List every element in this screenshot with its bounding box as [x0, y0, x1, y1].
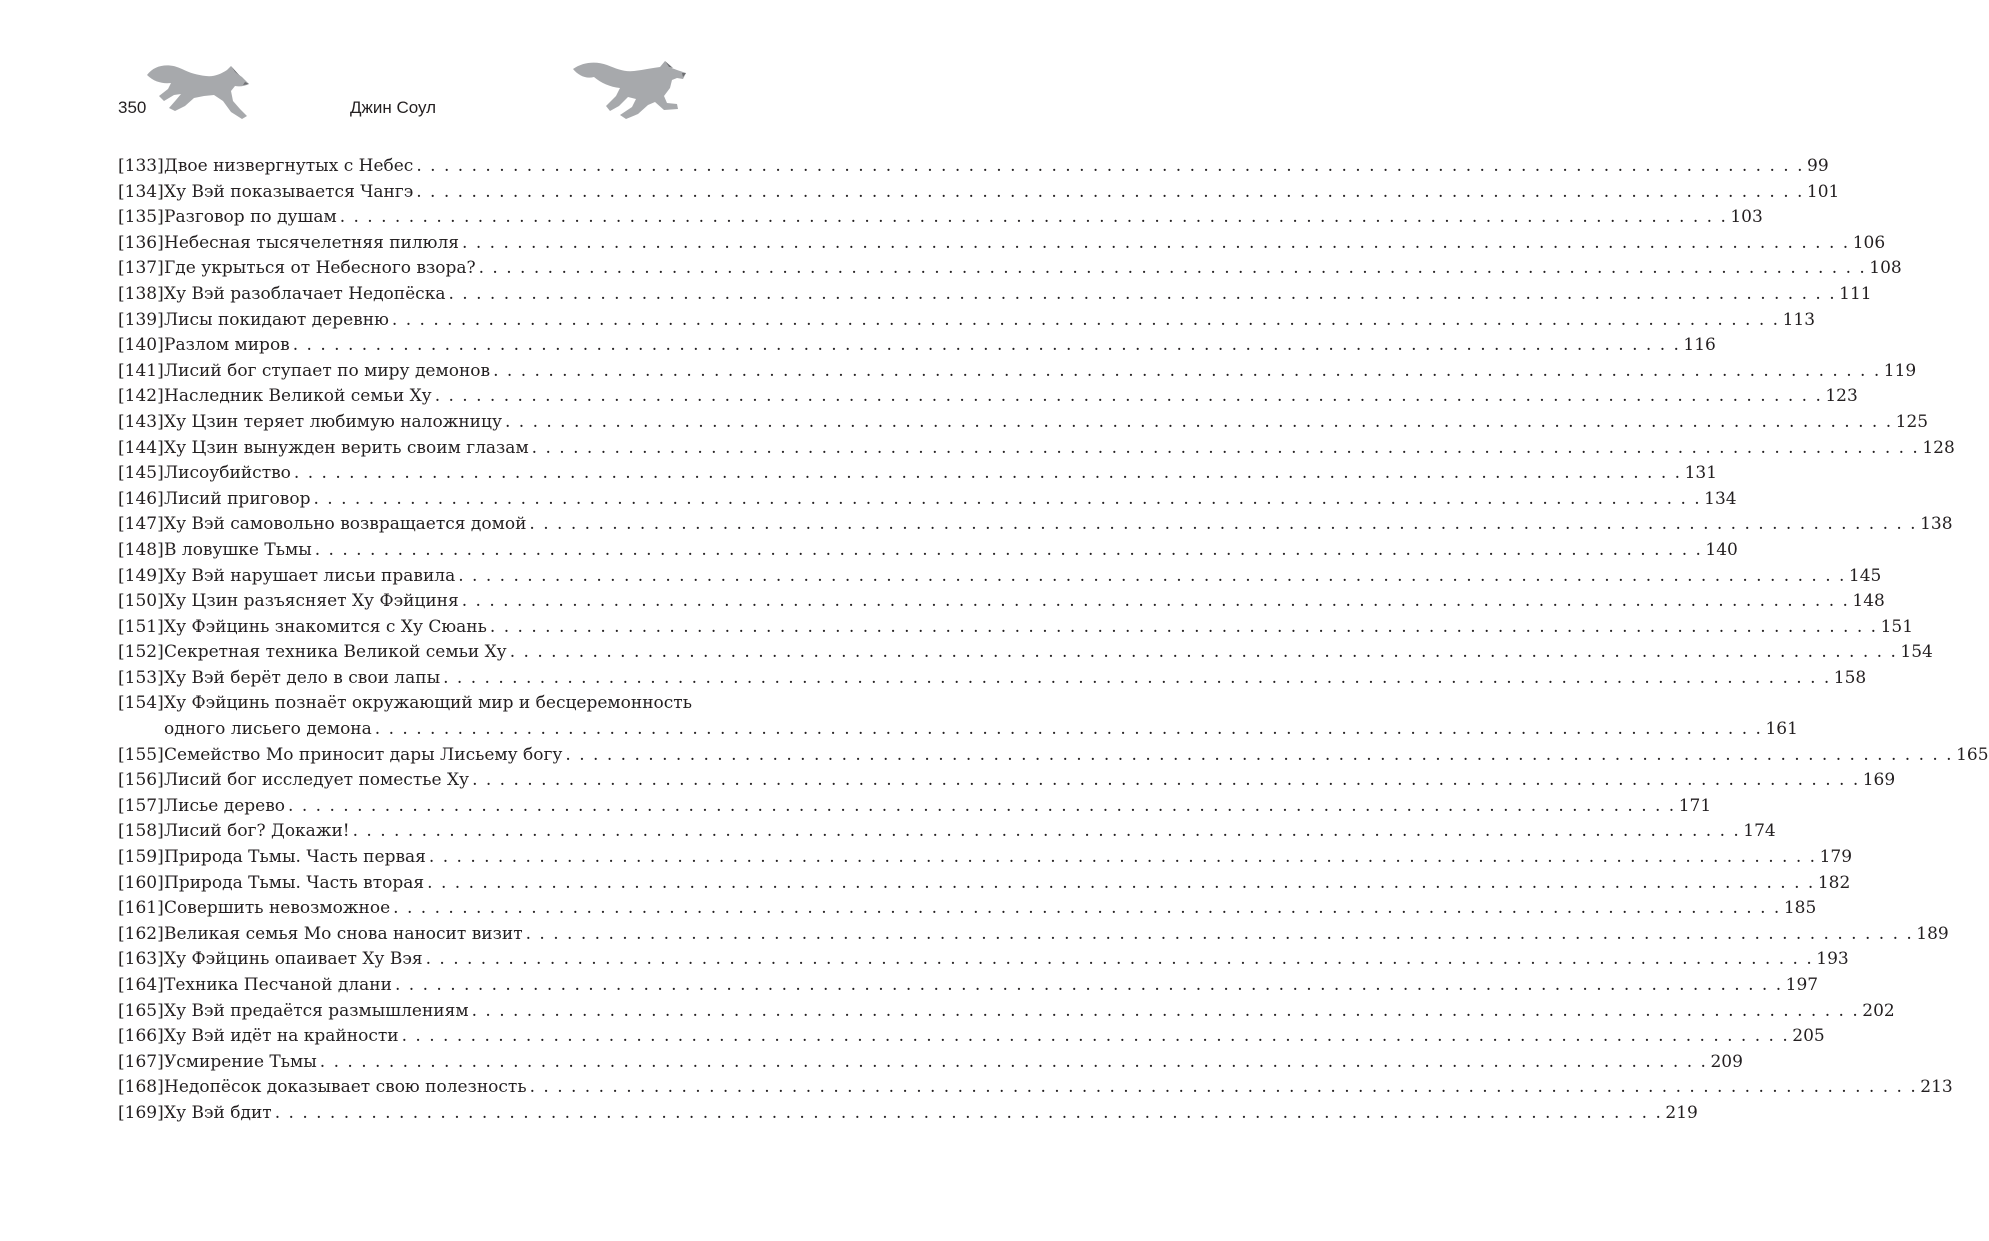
chapter-page: 138: [1920, 514, 1953, 535]
chapter-title: Семейство Мо приносит дары Лисьему богу: [164, 744, 563, 765]
chapter-title: Разговор по душам: [164, 207, 337, 228]
toc-entry[interactable]: [118, 845, 1853, 871]
chapter-title: Небесная тысячелетняя пилюля: [164, 232, 460, 253]
chapter-number: [140]: [118, 335, 164, 356]
chapter-title: Двое низвергнутых с Небес: [164, 156, 414, 176]
chapter-page: 128: [1922, 437, 1955, 458]
chapter-page: 171: [1678, 795, 1712, 816]
chapter-page: 108: [1869, 258, 1902, 279]
dot-leader: [472, 999, 1860, 1025]
chapter-number: [160]: [118, 872, 164, 893]
chapter-page: 202: [1862, 1000, 1895, 1021]
toc-entry[interactable]: [118, 308, 1816, 334]
chapter-number: [162]: [118, 923, 164, 944]
dot-leader: [472, 768, 1860, 794]
chapter-title: Ху Цзин вынужден верить своим глазам: [164, 437, 529, 458]
chapter-page: 140: [1705, 539, 1738, 560]
chapter-title: Секретная техника Великой семьи Ху: [164, 642, 507, 663]
fox-icon: [572, 57, 690, 122]
chapter-title: Природа Тьмы. Часть первая: [164, 847, 426, 868]
chapter-number: [151]: [118, 616, 164, 637]
toc-entry[interactable]: [118, 615, 1914, 641]
dot-leader: [490, 615, 1878, 641]
chapter-number: [166]: [118, 1026, 164, 1047]
chapter-number: [163]: [118, 949, 164, 970]
toc-entry[interactable]: [118, 999, 1895, 1025]
toc-entry[interactable]: [118, 589, 1885, 615]
chapter-page: 169: [1862, 770, 1896, 791]
chapter-page: 219: [1665, 1102, 1698, 1123]
toc-entry[interactable]: [118, 819, 1776, 845]
chapter-page: 131: [1684, 463, 1718, 484]
chapter-number: [133]: [118, 156, 164, 176]
chapter-title: Где укрыться от Небесного взора?: [164, 258, 476, 279]
dot-leader: [462, 231, 1850, 257]
toc-entry[interactable]: [118, 1075, 1953, 1101]
chapter-page: 213: [1920, 1077, 1953, 1098]
chapter-page: 101: [1806, 181, 1840, 202]
chapter-number: [136]: [118, 232, 164, 253]
chapter-page: 151: [1880, 616, 1914, 637]
dot-leader: [493, 359, 1881, 385]
chapter-title: Лисий бог ступает по миру демонов: [164, 360, 491, 381]
toc-entry[interactable]: [118, 768, 1896, 794]
chapter-title: Разлом миров: [164, 335, 290, 356]
chapter-page: 99: [1807, 156, 1829, 176]
chapter-page: 179: [1819, 847, 1853, 868]
toc-entry[interactable]: [118, 922, 1949, 948]
dot-leader: [416, 180, 1804, 206]
dot-leader: [294, 461, 1682, 487]
toc-entry[interactable]: [118, 564, 1882, 590]
toc-entry[interactable]: [118, 640, 1933, 666]
toc-entry[interactable]: [118, 743, 1989, 769]
chapter-number: [158]: [118, 821, 164, 842]
chapter-page: 189: [1916, 923, 1949, 944]
chapter-title: Ху Фэйцинь знакомится с Ху Сюань: [164, 616, 487, 637]
dot-leader: [427, 871, 1815, 897]
dot-leader: [443, 666, 1831, 692]
chapter-page: 148: [1852, 591, 1885, 612]
dot-leader: [429, 845, 1817, 871]
dot-leader: [505, 410, 1893, 436]
chapter-page: 197: [1785, 975, 1819, 995]
dot-leader: [526, 922, 1914, 948]
chapter-page: 193: [1816, 949, 1849, 970]
chapter-page: 123: [1825, 386, 1858, 407]
dot-leader: [402, 1024, 1790, 1050]
chapter-number: [147]: [118, 514, 164, 535]
dot-leader: [416, 154, 1804, 180]
running-head: Джин Соул: [350, 98, 437, 117]
chapter-number: [153]: [118, 667, 164, 688]
chapter-title: Природа Тьмы. Часть вторая: [164, 872, 425, 893]
dot-leader: [462, 589, 1850, 615]
chapter-number: [143]: [118, 411, 164, 432]
chapter-title: Лисье дерево: [164, 795, 286, 816]
chapter-title: Ху Цзин теряет любимую наложницу: [164, 411, 502, 432]
toc-entry[interactable]: [118, 1050, 1743, 1076]
chapter-title: Недопёсок доказывает свою полезность: [164, 1077, 527, 1098]
chapter-number: [141]: [118, 360, 164, 381]
dot-leader: [275, 1101, 1663, 1127]
chapter-page: 125: [1895, 411, 1929, 432]
chapter-title: В ловушке Тьмы: [164, 539, 312, 560]
dot-leader: [340, 205, 1728, 231]
toc-entry[interactable]: [118, 205, 1763, 231]
chapter-title: Великая семья Мо снова наносит визит: [164, 923, 523, 944]
chapter-number: [135]: [118, 207, 164, 228]
page-number: 350: [118, 98, 147, 117]
chapter-page: 119: [1883, 360, 1917, 381]
dot-leader: [448, 282, 1836, 308]
chapter-number: [146]: [118, 488, 164, 509]
chapter-title: Ху Вэй бдит: [164, 1102, 272, 1123]
dot-leader: [510, 640, 1898, 666]
chapter-page: 103: [1730, 207, 1763, 228]
dot-leader: [395, 973, 1783, 999]
chapter-number: [167]: [118, 1051, 164, 1072]
chapter-title: Ху Вэй нарушает лисьи правила: [164, 565, 456, 586]
page-header: [0, 0, 768, 140]
dot-leader: [426, 947, 1814, 973]
toc-entry[interactable]: [118, 538, 1738, 564]
chapter-title: Лисы покидают деревню: [164, 309, 389, 330]
toc-entry[interactable]: [118, 333, 1716, 359]
chapter-number: [154]: [118, 693, 164, 714]
chapter-number: [145]: [118, 463, 164, 484]
chapter-number: [156]: [118, 770, 164, 791]
toc-entry[interactable]: [118, 512, 1953, 538]
toc-entry[interactable]: [118, 282, 1872, 308]
dot-leader: [375, 717, 1763, 743]
chapter-title: Техника Песчаной длани: [164, 975, 392, 995]
chapter-number: [138]: [118, 283, 164, 304]
chapter-title: Ху Вэй берёт дело в свои лапы: [164, 667, 441, 688]
chapter-page: 154: [1900, 642, 1933, 663]
chapter-number: [134]: [118, 181, 164, 202]
toc-entry[interactable]: [118, 487, 1737, 513]
chapter-page: 113: [1782, 309, 1816, 330]
toc-entry[interactable]: [118, 1101, 1698, 1127]
chapter-title-continuation: одного лисьего демона: [164, 719, 372, 740]
chapter-title: Лисий бог исследует поместье Ху: [164, 770, 470, 791]
chapter-number: [137]: [118, 258, 164, 279]
toc-entry[interactable]: [118, 947, 1849, 973]
dot-leader: [315, 538, 1703, 564]
chapter-number: [149]: [118, 565, 164, 586]
chapter-page: 145: [1848, 565, 1882, 586]
chapter-number: [168]: [118, 1077, 164, 1098]
chapter-number: [165]: [118, 1000, 164, 1021]
chapter-title: Ху Вэй идёт на крайности: [164, 1026, 399, 1047]
toc-entry[interactable]: [118, 180, 1840, 206]
toc-entry[interactable]: [118, 410, 1929, 436]
chapter-page: 158: [1833, 667, 1867, 688]
chapter-number: [157]: [118, 795, 164, 816]
chapter-title: Лисоубийство: [164, 463, 291, 484]
toc-entry[interactable]: [118, 691, 1798, 742]
chapter-title: Совершить невозможное: [164, 898, 391, 919]
chapter-number: [161]: [118, 898, 164, 919]
toc-entry[interactable]: [118, 794, 1712, 820]
toc-entry[interactable]: [118, 359, 1917, 385]
chapter-number: [169]: [118, 1102, 164, 1123]
chapter-page: 209: [1710, 1051, 1743, 1072]
chapter-title: Ху Вэй самовольно возвращается домой: [164, 514, 527, 535]
chapter-page: 106: [1852, 232, 1886, 253]
chapter-title: Ху Вэй разоблачает Недопёска: [164, 283, 446, 304]
chapter-page: 182: [1817, 872, 1851, 893]
chapter-number: [159]: [118, 847, 164, 868]
chapter-title: Ху Фэйцинь познаёт окружающий мир и бесцеремонность: [164, 693, 692, 714]
chapter-title: Ху Вэй показывается Чангэ: [164, 181, 414, 202]
chapter-number: [164]: [118, 975, 164, 995]
dot-leader: [393, 896, 1781, 922]
toc-entry[interactable]: [118, 256, 1902, 282]
dot-leader: [293, 333, 1681, 359]
chapter-title: Наследник Великой семьи Ху: [164, 386, 432, 407]
dot-leader: [565, 743, 1953, 769]
toc-entry[interactable]: [118, 871, 1851, 897]
dot-leader: [320, 1050, 1708, 1076]
toc-entry[interactable]: [118, 973, 1819, 999]
dot-leader: [532, 436, 1920, 462]
chapter-number: [148]: [118, 539, 164, 560]
dot-leader: [479, 256, 1867, 282]
chapter-title: Ху Цзин разъясняет Ху Фэйциня: [164, 591, 459, 612]
chapter-page: 205: [1792, 1026, 1825, 1047]
chapter-page: 111: [1839, 283, 1872, 304]
chapter-number: [142]: [118, 386, 164, 407]
chapter-number: [144]: [118, 437, 164, 458]
chapter-page: 165: [1956, 744, 1989, 765]
toc-entry[interactable]: [118, 154, 1829, 180]
dot-leader: [353, 819, 1741, 845]
chapter-number: [150]: [118, 591, 164, 612]
chapter-title: Усмирение Тьмы: [164, 1051, 317, 1072]
toc-entry[interactable]: [118, 384, 1858, 410]
chapter-title: Лисий бог? Докажи!: [164, 821, 350, 842]
chapter-title: Ху Вэй предаётся размышлениям: [164, 1000, 469, 1021]
fox-icon: [145, 60, 250, 122]
dot-leader: [530, 1075, 1918, 1101]
toc-entry[interactable]: [118, 436, 1955, 462]
toc-entry[interactable]: [118, 1024, 1825, 1050]
toc-entry[interactable]: [118, 666, 1867, 692]
dot-leader: [529, 512, 1917, 538]
chapter-number: [152]: [118, 642, 164, 663]
dot-leader: [392, 308, 1780, 334]
dot-leader: [435, 384, 1823, 410]
chapter-page: 185: [1783, 898, 1817, 919]
chapter-page: 174: [1743, 821, 1776, 842]
toc-entry[interactable]: [118, 896, 1817, 922]
chapter-page: 134: [1704, 488, 1737, 509]
chapter-page: 116: [1683, 335, 1716, 356]
dot-leader: [458, 564, 1846, 590]
toc-entry[interactable]: [118, 461, 1718, 487]
dot-leader: [313, 487, 1701, 513]
chapter-page: 161: [1765, 719, 1798, 740]
table-of-contents: [118, 154, 1989, 1127]
chapter-title: Лисий приговор: [164, 488, 311, 509]
toc-entry[interactable]: [118, 231, 1886, 257]
chapter-number: [139]: [118, 309, 164, 330]
chapter-number: [155]: [118, 744, 164, 765]
dot-leader: [288, 794, 1676, 820]
chapter-title: Ху Фэйцинь опаивает Ху Вэя: [164, 949, 423, 970]
